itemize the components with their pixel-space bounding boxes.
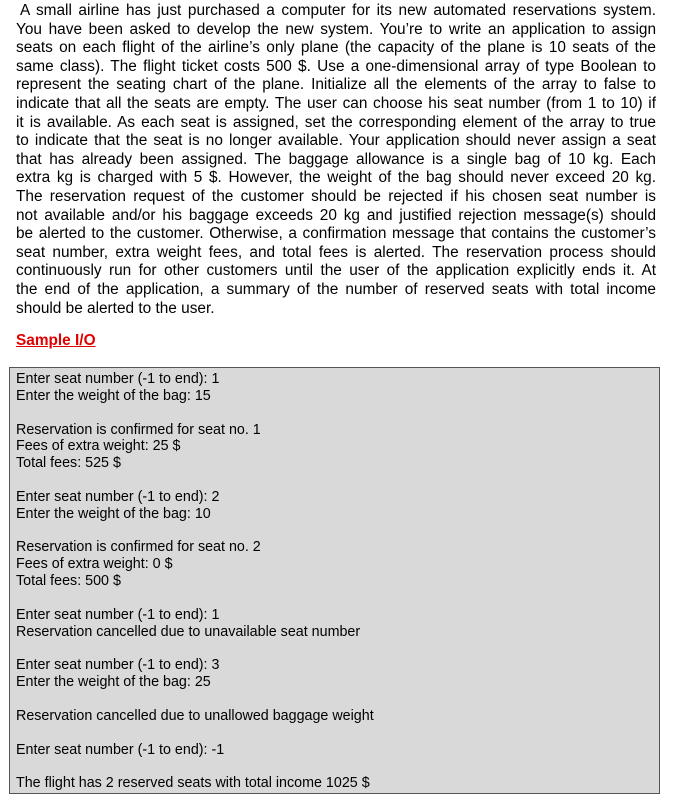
problem-line: indicate that all the seats are empty. The user can choose his seat number (from 1 to 10) if <box>16 94 656 112</box>
sample-io-line: Total fees: 500 $ <box>16 573 121 590</box>
sample-io-line: Fees of extra weight: 25 $ <box>16 438 181 455</box>
sample-io-line: Enter the weight of the bag: 25 <box>16 674 211 691</box>
problem-line: that has already been assigned. The baggage allowance is a single bag of 10 kg. Each <box>16 150 656 168</box>
sample-io-line: Enter seat number (-1 to end): -1 <box>16 741 225 758</box>
problem-line: not available and/or his baggage exceeds 20 kg and justified rejection message(s) should <box>16 206 656 224</box>
sample-io-lines <box>16 371 374 792</box>
sample-io-line: Enter seat number (-1 to end): 3 <box>16 657 220 674</box>
sample-io-line <box>16 691 374 708</box>
problem-line: should be alerted to the user. <box>16 299 215 317</box>
sample-io-line <box>16 523 374 540</box>
sample-io-line <box>16 641 374 658</box>
sample-io-line: The flight has 2 reserved seats with total income 1025 $ <box>16 775 370 792</box>
sample-io-line: Reservation cancelled due to unavailable seat number <box>16 623 361 640</box>
problem-line: the end of the application, a summary of the number of reserved seats with total income <box>16 280 656 298</box>
problem-line: continuously run for other customers until the user of the application explicitly ends it. At <box>16 262 656 280</box>
sample-io-line: Reservation is confirmed for seat no. 2 <box>16 539 261 556</box>
problem-line: A small airline has just purchased a computer for its new automated reservations system. <box>20 2 656 19</box>
sample-io-line: Total fees: 525 $ <box>16 455 121 472</box>
problem-line: be alerted to the customer. Otherwise, a confirmation message that contains the customer’s <box>16 225 656 243</box>
sample-io-line: Enter the weight of the bag: 15 <box>16 387 211 404</box>
sample-io-line <box>16 405 374 422</box>
sample-io-line: Enter seat number (-1 to end): 2 <box>16 488 220 505</box>
sample-io-line <box>16 590 374 607</box>
sample-io-line: Reservation cancelled due to unallowed baggage weight <box>16 707 374 724</box>
sample-io-line: Enter the weight of the bag: 10 <box>16 505 211 522</box>
problem-line: The reservation request of the customer should be rejected if his chosen seat number is <box>16 187 656 205</box>
problem-line: same class). The flight ticket costs 500 $. Use a one-dimensional array of type Boolean to <box>16 57 656 75</box>
sample-io-line: Enter seat number (-1 to end): 1 <box>16 371 220 387</box>
sample-io-line: Fees of extra weight: 0 $ <box>16 556 173 573</box>
sample-io-line <box>16 758 374 775</box>
sample-io-line: Reservation is confirmed for seat no. 1 <box>16 421 261 438</box>
sample-io-line <box>16 725 374 742</box>
problem-line: it is available. As each seat is assigned, set the corresponding element of the array to true <box>16 113 656 131</box>
sample-io-box <box>9 367 660 794</box>
problem-line: to indicate that the seat is no longer available. Your application should never assign a seat <box>16 132 656 150</box>
problem-line: You have been asked to develop the new system. You’re to write an application to assign <box>16 20 656 38</box>
problem-line: seats on each flight of the airline’s only plane (the capacity of the plane is 10 seats of the <box>16 39 656 57</box>
problem-line: extra kg is charged with 5 $. However, the weight of the bag should never exceed 20 kg. <box>16 169 656 187</box>
problem-statement <box>16 2 656 318</box>
problem-line: represent the seating chart of the plane. Initialize all the elements of the array to false to <box>16 76 656 94</box>
sample-io-heading: Sample I/O <box>16 332 96 349</box>
sample-io-line <box>16 472 374 489</box>
sample-io-line: Enter seat number (-1 to end): 1 <box>16 606 220 623</box>
problem-line: seat number, extra weight fees, and total fees is alerted. The reservation process should <box>16 243 656 261</box>
